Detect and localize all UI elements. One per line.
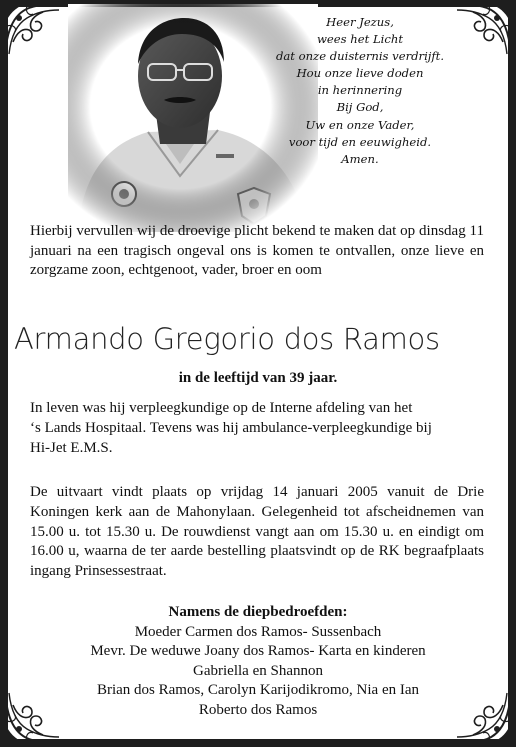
- funeral-details: De uitvaart vindt plaats op vrijdag 14 januari 2005 vanuit de Drie Koningen kerk aan de Mahonylaan. Gelegenheid tot afscheidnemen van 15.00 u. tot 15.30 u. De rouwdienst vangt aan om 15.30 u. en eindigt om 16.00 u, waarna de ter aarde bestelling plaatsvindt op de RK begraafplaats ingang Prinsessestraat.: [30, 484, 484, 580]
- poem-line: Bij God,: [336, 100, 384, 115]
- career-paragraph: [30, 399, 484, 458]
- poem-line: Amen.: [341, 151, 379, 166]
- signature-line: Roberto dos Ramos: [198, 701, 318, 718]
- signature-heading: Namens de diepbedroefden:: [168, 604, 348, 620]
- prayer-poem: [240, 14, 480, 168]
- poem-line: wees het Licht: [317, 32, 403, 47]
- signature-line: Moeder Carmen dos Ramos- Sussenbach: [134, 623, 382, 640]
- signature-line: Mevr. De weduwe Joany dos Ramos- Karta en kinderen: [90, 643, 426, 659]
- signature-line: Brian dos Ramos, Carolyn Karijodikromo, Nia en Ian: [96, 682, 420, 698]
- career-line: Hi-Jet E.M.S.: [30, 439, 113, 456]
- poem-line: Heer Jezus,: [326, 15, 394, 29]
- poem-line: voor tijd en eeuwigheid.: [288, 134, 432, 149]
- signature-block: [0, 603, 516, 720]
- announcement-intro: Hierbij vervullen wij de droevige plicht bekend te maken dat op dinsdag 11 januari na een tragisch ongeval ons is komen te ontvallen, onze lieve en zorgzame zoon, echtgenoot, vader, broer en oom: [30, 223, 484, 278]
- corner-ornament-icon: [3, 2, 69, 68]
- poem-line: Hou onze lieve doden: [296, 66, 424, 81]
- poem-line: Uw en onze Vader,: [305, 117, 415, 132]
- signature-line: Gabriella en Shannon: [193, 662, 323, 679]
- poem-line: dat onze duisternis verdrijft.: [275, 49, 445, 64]
- age-line: in de leeftijd van 39 jaar.: [178, 370, 338, 386]
- career-line: In leven was hij verpleegkundige op de Interne afdeling van het: [30, 400, 413, 416]
- poem-line: in herinnering: [317, 83, 403, 98]
- career-line: ‘s Lands Hospitaal. Tevens was hij ambulance-verpleegkundige bij: [30, 419, 432, 436]
- deceased-name: Armando Gregorio dos Ramos: [14, 322, 440, 356]
